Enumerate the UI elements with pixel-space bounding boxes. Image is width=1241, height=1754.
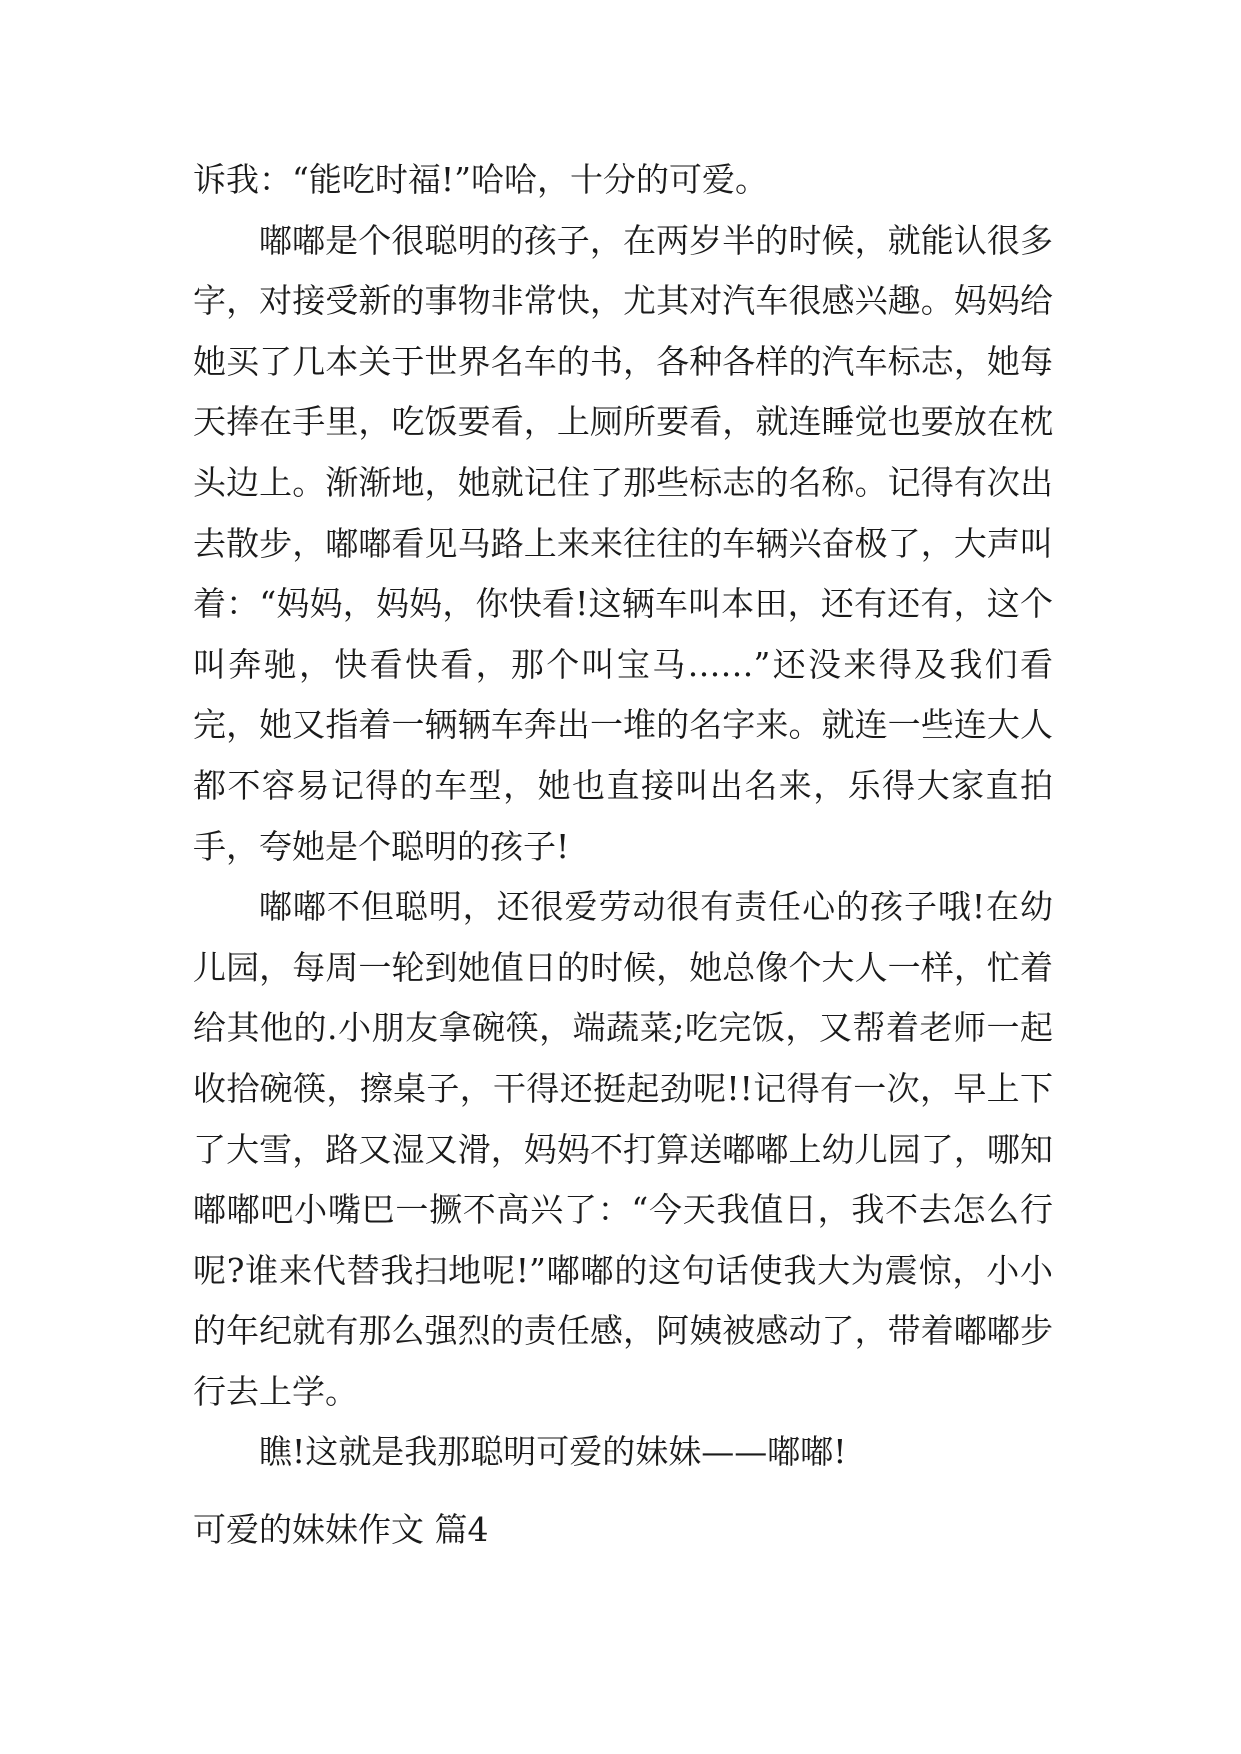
paragraph-responsible: 嘟嘟不但聪明，还很爱劳动很有责任心的孩子哦!在幼儿园，每周一轮到她值日的时候，她总像个大人一样，忙着给其他的.小朋友拿碗筷，端蔬菜;吃完饭，又帮着老师一起收拾碗筷，擦桌子，干得还挺起劲呢!!记得有一次，早上下了大雪，路又湿又滑，妈妈不打算送嘟嘟上幼儿园了，哪知嘟嘟吧小嘴巴一撅不高兴了：“今天我值日，我不去怎么行呢?谁来代替我扫地呢!”嘟嘟的这句话使我大为震惊，小小的年纪就有那么强烈的责任感，阿姨被感动了，带着嘟嘟步行去上学。 bbox=[193, 887, 1053, 1411]
essay-body bbox=[193, 150, 1053, 1483]
section-heading: 可爱的妹妹作文 篇4 bbox=[193, 1510, 489, 1549]
paragraph-continued: 诉我：“能吃时福!”哈哈，十分的可爱。 bbox=[193, 160, 769, 199]
paragraph-smart: 嘟嘟是个很聪明的孩子，在两岁半的时候，就能认很多字，对接受新的事物非常快，尤其对汽车很感兴趣。妈妈给她买了几本关于世界名车的书，各种各样的汽车标志，她每天捧在手里，吃饭要看，上厕所要看，就连睡觉也要放在枕头边上。渐渐地，她就记住了那些标志的名称。记得有次出去散步，嘟嘟看见马路上来来往往的车辆兴奋极了，大声叫着：“妈妈，妈妈，你快看!这辆车叫本田，还有还有，这个叫奔驰，快看快看，那个叫宝马……”还没来得及我们看完，她又指着一辆辆车奔出一堆的名字来。就连一些连大人都不容易记得的车型，她也直接叫出名来，乐得大家直拍手，夸她是个聪明的孩子! bbox=[193, 220, 1053, 866]
paragraph-conclusion: 瞧!这就是我那聪明可爱的妹妹——嘟嘟! bbox=[259, 1432, 847, 1472]
